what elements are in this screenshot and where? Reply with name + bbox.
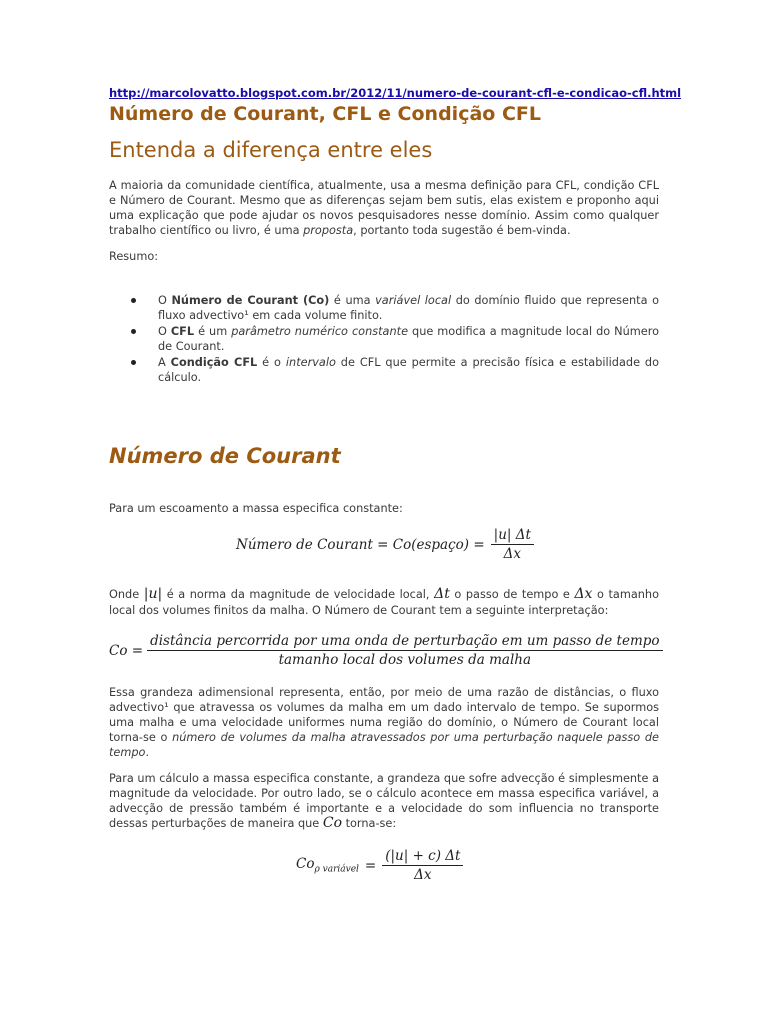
bullet-text: de CFL que permite a precisão física e estabilidade do cálculo.	[158, 356, 660, 384]
equation-subscript: ρ variável	[314, 864, 359, 875]
velocity-symbol: |u|	[143, 586, 163, 602]
calculation-paragraph	[109, 771, 659, 831]
page-title: Número de Courant, CFL e Condição CFL	[109, 103, 541, 125]
paragraph-text: .	[145, 746, 150, 759]
bullet-bold: CFL	[170, 325, 195, 338]
bullet-bold: Número de Courant (Co)	[171, 294, 330, 307]
bullet-text: A	[158, 356, 171, 369]
resumo-label: Resumo:	[109, 250, 159, 263]
cellsize-symbol: Δx	[574, 586, 593, 602]
equation-symbol: Co	[296, 856, 315, 873]
definition-text: é a norma da magnitude de velocidade local,	[162, 588, 435, 601]
intro-text-b: , portanto toda sugestão é bem-vinda.	[353, 224, 571, 237]
equation-denominator: Δx	[503, 546, 521, 562]
interpretation-equation	[109, 633, 663, 668]
bullet-italic: variável local	[375, 294, 452, 307]
courant-equation	[236, 527, 534, 562]
intro-text-em: proposta	[303, 224, 354, 237]
bullet-icon	[131, 360, 136, 365]
bullet-icon	[131, 329, 136, 334]
bullet-text: é uma	[329, 294, 376, 307]
equation-denominator: Δx	[414, 867, 432, 883]
bullet-text: é o	[257, 356, 286, 369]
bullet-bold: Condição CFL	[170, 356, 258, 369]
equation-lhs: Co =	[109, 642, 144, 659]
bullet-italic: intervalo	[285, 356, 336, 369]
timestep-symbol: Δt	[434, 586, 450, 602]
bullet-text: do domínio fluido que representa o fluxo advectivo¹ em cada volume finito.	[158, 294, 660, 322]
definition-text: o tamanho local dos volumes finitos da malha. O Número de Courant tem a seguinte interpretação:	[109, 588, 660, 617]
section-title: Número de Courant	[109, 444, 341, 468]
equation-fraction	[382, 848, 463, 883]
equation-lhs	[296, 856, 359, 875]
equation-fraction	[147, 633, 662, 668]
equation-denominator: tamanho local dos volumes da malha	[278, 652, 532, 668]
bullet-text: O	[158, 325, 171, 338]
paragraph-text: Essa grandeza adimensional representa, então, por meio de uma razão de distâncias, o fluxo advectivo¹ que atravessa os volumes da malha em um dado intervalo de tempo. Se supormos uma malha e uma velocidade uniformes numa região do domínio, o Número de Courant local torna-se o	[109, 686, 659, 744]
equation-numerator: |u| Δt	[491, 527, 534, 545]
variable-density-equation	[296, 848, 463, 883]
list-item	[109, 293, 659, 323]
grandeza-paragraph	[109, 685, 659, 760]
equation-fraction	[491, 527, 534, 562]
definition-text: o passo de tempo e	[449, 588, 575, 601]
page-subtitle: Entenda a diferença entre eles	[109, 138, 433, 162]
equation-numerator: distância percorrida por uma onda de perturbação em um passo de tempo	[147, 633, 662, 651]
courant-symbol: Co	[322, 815, 342, 831]
bullet-text: O	[158, 294, 172, 307]
definition-paragraph	[109, 586, 659, 619]
bullet-text: é um	[194, 325, 232, 338]
list-item	[109, 355, 659, 385]
intro-text-a: A maioria da comunidade científica, atualmente, usa a mesma definição para CFL, condição CFL e Número de Courant. Mesmo que as diferenças sejam bem sutis, elas existem e proponho aqui uma explicação que pode ajudar os novos pesquisadores nesse domínio. Assim como qualquer trabalho científico ou livro, é uma	[109, 179, 659, 237]
intro-paragraph	[109, 178, 659, 238]
bullet-icon	[131, 298, 136, 303]
definition-text: Onde	[109, 588, 144, 601]
source-link[interactable]: http://marcolovatto.blogspot.com.br/2012/11/numero-de-courant-cfl-e-condicao-cfl.html	[109, 86, 682, 100]
paragraph-text: Para um cálculo a massa especifica constante, a grandeza que sofre advecção é simplesmente a magnitude da velocidade. Por outro lado, se o cálculo acontece em massa especifica variável, a advecção de pressão também é importante e a velocidade do som influencia no transporte dessas perturbações de maneira que	[109, 772, 659, 830]
equation-lhs: Número de Courant = Co(espaço) =	[236, 536, 485, 553]
constant-density-paragraph: Para um escoamento a massa especifica constante:	[109, 502, 403, 515]
paragraph-italic: número de volumes da malha atravessados por uma perturbação naquele passo de tempo	[109, 731, 659, 759]
list-item	[109, 324, 659, 354]
equation-numerator: (|u| + c) Δt	[382, 848, 463, 866]
bullet-text: que modifica a magnitude local do Número de Courant.	[158, 325, 660, 353]
bullet-italic: parâmetro numérico constante	[231, 325, 409, 338]
equals-sign: =	[364, 857, 377, 874]
paragraph-text: torna-se:	[342, 817, 397, 830]
summary-list	[109, 293, 659, 386]
